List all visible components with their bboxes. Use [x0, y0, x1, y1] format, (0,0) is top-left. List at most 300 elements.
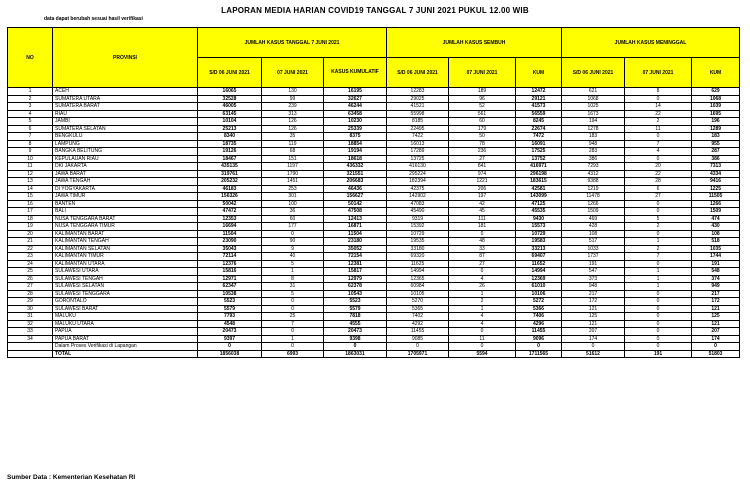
- cell-k-t: 119: [262, 140, 324, 148]
- cell-k-t: 1: [262, 268, 324, 276]
- table-row: [8, 208, 740, 216]
- cell-m-t: 0: [625, 328, 692, 336]
- cell-no: 28: [8, 290, 53, 298]
- cell-m-t: 27: [625, 193, 692, 201]
- cell-s-t: 197: [449, 193, 516, 201]
- cell-s-t: 4: [449, 313, 516, 321]
- cell-prov: SUMATERA UTARA: [53, 95, 198, 103]
- cell-k-t: 1197: [262, 163, 324, 171]
- header-group-meninggal: JUMLAH KASUS MENINGGAL: [562, 28, 740, 58]
- cell-s-kum: 12369: [516, 275, 562, 283]
- cell-s-sd: 13725: [387, 155, 449, 163]
- cell-m-kum: 386: [692, 155, 740, 163]
- cell-k-sd: 63145: [198, 110, 262, 118]
- cell-prov: JAWA TENGAH: [53, 178, 198, 186]
- cell-s-sd: 9319: [387, 215, 449, 223]
- cell-m-kum: 172: [692, 298, 740, 306]
- cell-s-kum: 5272: [516, 298, 562, 306]
- cell-k-kum: 50142: [324, 200, 387, 208]
- table-row: [8, 88, 740, 96]
- cell-m-kum: 9416: [692, 178, 740, 186]
- cell-m-sd: 1266: [562, 200, 625, 208]
- cell-s-t: 561: [449, 110, 516, 118]
- cell-prov: DKI JAKARTA: [53, 163, 198, 171]
- cell-s-kum: 14994: [516, 268, 562, 276]
- cell-k-kum: 10543: [324, 290, 387, 298]
- cell-m-kum: 11505: [692, 193, 740, 201]
- cell-k-t: 60: [262, 215, 324, 223]
- cell-no: 14: [8, 185, 53, 193]
- cell-no: 16: [8, 200, 53, 208]
- cell-prov: NUSA TENGGARA TIMUR: [53, 223, 198, 231]
- cell-k-t: 36: [262, 208, 324, 216]
- table-row: [8, 230, 740, 238]
- cell-k-t: 1: [262, 335, 324, 343]
- cell-m-t: 0: [625, 290, 692, 298]
- cell-prov: JAWA TIMUR: [53, 193, 198, 201]
- cell-m-t: 0: [625, 343, 692, 351]
- cell-m-t: 28: [625, 178, 692, 186]
- table-body: [8, 88, 740, 358]
- cell-m-kum: 430: [692, 223, 740, 231]
- cell-s-kum: 33213: [516, 245, 562, 253]
- cell-s-t: 1: [449, 290, 516, 298]
- header-meninggal-kum: KUM: [692, 58, 740, 88]
- cell-s-kum: 45535: [516, 208, 562, 216]
- cell-s-t: 179: [449, 125, 516, 133]
- cell-s-sd: 33180: [387, 245, 449, 253]
- cell-s-sd: 11455: [387, 328, 449, 336]
- cell-k-kum: 47508: [324, 208, 387, 216]
- cell-s-sd: 16013: [387, 140, 449, 148]
- cell-s-sd: 29025: [387, 95, 449, 103]
- report-title: LAPORAN MEDIA HARIAN COVID19 TANGGAL 7 JUNI 2021 PUKUL 12.00 WIB: [221, 6, 529, 15]
- cell-no: 19: [8, 223, 53, 231]
- cell-k-kum: 16871: [324, 223, 387, 231]
- cell-s-sd: 416130: [387, 163, 449, 171]
- cell-k-kum: 8375: [324, 133, 387, 141]
- cell-k-sd: 46005: [198, 103, 262, 111]
- cell-k-kum: 9398: [324, 335, 387, 343]
- cell-k-kum: 32627: [324, 95, 387, 103]
- cell-m-kum: 7313: [692, 163, 740, 171]
- cell-s-t: 50: [449, 133, 516, 141]
- cell-k-sd: 9397: [198, 335, 262, 343]
- cell-s-kum: 15573: [516, 223, 562, 231]
- cell-k-t: 253: [262, 185, 324, 193]
- cell-k-t: 9: [262, 245, 324, 253]
- table-row: [8, 298, 740, 306]
- cell-m-kum: 374: [692, 275, 740, 283]
- cell-k-sd: 25213: [198, 125, 262, 133]
- cell-m-t: 11: [625, 125, 692, 133]
- cell-s-kum: 22674: [516, 125, 562, 133]
- cell-k-t: 126: [262, 125, 324, 133]
- cell-s-sd: 7422: [387, 133, 449, 141]
- cell-s-sd: 17289: [387, 148, 449, 156]
- cell-m-sd: 948: [562, 283, 625, 291]
- table-row: [8, 283, 740, 291]
- cell-s-sd: 4292: [387, 320, 449, 328]
- cell-no: 4: [8, 110, 53, 118]
- cell-k-t: 40: [262, 253, 324, 261]
- table-row: [8, 163, 740, 171]
- table-row: [8, 335, 740, 343]
- cell-prov: KALIMANTAN BARAT: [53, 230, 198, 238]
- table-row: [8, 155, 740, 163]
- cell-k-sd: 205232: [198, 178, 262, 186]
- table-row: [8, 125, 740, 133]
- cell-k-t: 0: [262, 305, 324, 313]
- cell-k-sd: 62347: [198, 283, 262, 291]
- cell-m-sd: 283: [562, 148, 625, 156]
- table-row: [8, 118, 740, 126]
- header-kasus-today: 07 JUNI 2021: [262, 58, 324, 88]
- table-row: [8, 238, 740, 246]
- cell-s-kum: 9096: [516, 335, 562, 343]
- header-sembuh-kum: KUM: [516, 58, 562, 88]
- cell-s-t: 0: [449, 268, 516, 276]
- cell-k-t: 90: [262, 238, 324, 246]
- cell-s-t: 236: [449, 148, 516, 156]
- data-source: Sumber Data : Kementerian Kesehatan RI: [7, 474, 136, 481]
- cell-s-sd: 10105: [387, 290, 449, 298]
- cell-m-kum: 196: [692, 118, 740, 126]
- cell-s-sd: 5365: [387, 305, 449, 313]
- cell-m-t: 20: [625, 163, 692, 171]
- cell-no: 27: [8, 283, 53, 291]
- header-kasus-kum: KASUS KUMULATIF: [324, 58, 387, 88]
- table-row: [8, 170, 740, 178]
- cell-s-kum: 7472: [516, 133, 562, 141]
- cell-s-sd: 41521: [387, 103, 449, 111]
- cell-k-t: 68: [262, 148, 324, 156]
- cell-s-t: 45: [449, 208, 516, 216]
- cell-k-sd: 156326: [198, 193, 262, 201]
- cell-s-sd: 60984: [387, 283, 449, 291]
- cell-s-sd: 142902: [387, 193, 449, 201]
- cell-k-sd: 35043: [198, 245, 262, 253]
- cell-m-sd: 108: [562, 230, 625, 238]
- cell-s-t: 11: [449, 335, 516, 343]
- cell-m-sd: 1219: [562, 185, 625, 193]
- cell-k-kum: 62378: [324, 283, 387, 291]
- cell-s-t: 60: [449, 118, 516, 126]
- cell-m-sd: 373: [562, 275, 625, 283]
- cell-s-t: 33: [449, 245, 516, 253]
- cell-k-sd: 5579: [198, 305, 262, 313]
- cell-no: 24: [8, 260, 53, 268]
- cell-s-sd: 0: [387, 343, 449, 351]
- cell-s-sd: 22495: [387, 125, 449, 133]
- cell-s-t: 96: [449, 95, 516, 103]
- cell-m-t: 4: [625, 148, 692, 156]
- cell-m-sd: 183: [562, 133, 625, 141]
- cell-k-sd: 0: [198, 343, 262, 351]
- cell-s-sd: 7402: [387, 313, 449, 321]
- cell-total-blank: [8, 350, 53, 358]
- cell-k-t: 7: [262, 320, 324, 328]
- covid-data-table: [7, 27, 740, 358]
- cell-total-s-t: 5594: [449, 350, 516, 358]
- cell-no: 17: [8, 208, 53, 216]
- cell-s-t: 2: [449, 298, 516, 306]
- header-kasus-sd: S/D 06 JUNI 2021: [198, 58, 262, 88]
- cell-m-t: 2: [625, 118, 692, 126]
- cell-prov: SULAWESI UTARA: [53, 268, 198, 276]
- table-row: [8, 328, 740, 336]
- table-row: [8, 268, 740, 276]
- cell-k-sd: 319761: [198, 170, 262, 178]
- cell-m-sd: 1025: [562, 103, 625, 111]
- cell-k-kum: 4555: [324, 320, 387, 328]
- cell-k-t: 177: [262, 223, 324, 231]
- cell-m-sd: 0: [562, 343, 625, 351]
- cell-s-t: 0: [449, 328, 516, 336]
- header-meninggal-today: 07 JUNI 2021: [625, 58, 692, 88]
- cell-m-sd: 194: [562, 118, 625, 126]
- cell-no: 34: [8, 335, 53, 343]
- cell-m-sd: 7293: [562, 163, 625, 171]
- cell-m-sd: 1278: [562, 125, 625, 133]
- cell-k-kum: 10230: [324, 118, 387, 126]
- cell-m-sd: 1509: [562, 208, 625, 216]
- cell-k-t: 0: [262, 343, 324, 351]
- cell-k-t: 301: [262, 193, 324, 201]
- cell-m-kum: 1289: [692, 125, 740, 133]
- cell-no: 25: [8, 268, 53, 276]
- cell-m-sd: 547: [562, 268, 625, 276]
- cell-s-kum: 4296: [516, 320, 562, 328]
- cell-m-sd: 469: [562, 215, 625, 223]
- cell-m-t: 0: [625, 133, 692, 141]
- cell-m-t: 22: [625, 170, 692, 178]
- cell-prov: SULAWESI BARAT: [53, 305, 198, 313]
- cell-k-sd: 16694: [198, 223, 262, 231]
- cell-s-t: 1: [449, 305, 516, 313]
- cell-m-sd: 948: [562, 140, 625, 148]
- table-row: [8, 95, 740, 103]
- cell-prov: SULAWESI TENGAH: [53, 275, 198, 283]
- cell-s-kum: 143099: [516, 193, 562, 201]
- cell-no: 33: [8, 328, 53, 336]
- cell-m-kum: 191: [692, 260, 740, 268]
- cell-prov: BALI: [53, 208, 198, 216]
- cell-s-sd: 11625: [387, 260, 449, 268]
- cell-prov: GORONTALO: [53, 298, 198, 306]
- cell-k-t: 8: [262, 275, 324, 283]
- cell-s-kum: 29121: [516, 95, 562, 103]
- cell-prov: KEPULAUAN RIAU: [53, 155, 198, 163]
- cell-s-t: 42: [449, 200, 516, 208]
- cell-s-sd: 295224: [387, 170, 449, 178]
- cell-s-kum: 5366: [516, 305, 562, 313]
- cell-k-t: 151: [262, 155, 324, 163]
- cell-prov: SULAWESI TENGGARA: [53, 290, 198, 298]
- cell-k-kum: 72154: [324, 253, 387, 261]
- cell-s-t: 111: [449, 215, 516, 223]
- cell-s-kum: 7406: [516, 313, 562, 321]
- cell-s-kum: 17525: [516, 148, 562, 156]
- cell-k-kum: 46244: [324, 103, 387, 111]
- cell-s-t: 48: [449, 238, 516, 246]
- cell-k-kum: 19194: [324, 148, 387, 156]
- cell-s-sd: 15392: [387, 223, 449, 231]
- cell-m-kum: 474: [692, 215, 740, 223]
- header-provinsi: PROVINSI: [53, 28, 198, 88]
- table-row: [8, 110, 740, 118]
- cell-no: 15: [8, 193, 53, 201]
- table-row: [8, 343, 740, 351]
- cell-m-sd: 191: [562, 260, 625, 268]
- cell-m-sd: 428: [562, 223, 625, 231]
- cell-prov: BENGKULU: [53, 133, 198, 141]
- cell-no: 5: [8, 118, 53, 126]
- cell-s-sd: 19535: [387, 238, 449, 246]
- cell-s-kum: 0: [516, 343, 562, 351]
- cell-no: 6: [8, 125, 53, 133]
- cell-k-kum: 0: [324, 343, 387, 351]
- table-row: [8, 133, 740, 141]
- cell-k-sd: 46183: [198, 185, 262, 193]
- cell-k-kum: 12381: [324, 260, 387, 268]
- cell-k-kum: 63458: [324, 110, 387, 118]
- cell-prov: LAMPUNG: [53, 140, 198, 148]
- cell-k-kum: 16195: [324, 88, 387, 96]
- cell-k-sd: 4548: [198, 320, 262, 328]
- cell-s-t: 27: [449, 260, 516, 268]
- cell-m-sd: 1673: [562, 110, 625, 118]
- table-row: [8, 223, 740, 231]
- cell-s-kum: 13752: [516, 155, 562, 163]
- cell-s-sd: 10729: [387, 230, 449, 238]
- cell-s-t: 87: [449, 253, 516, 261]
- cell-s-t: 841: [449, 163, 516, 171]
- table-row: [8, 320, 740, 328]
- cell-m-t: 0: [625, 335, 692, 343]
- cell-s-sd: 8185: [387, 118, 449, 126]
- cell-s-sd: 182394: [387, 178, 449, 186]
- cell-prov: NUSA TENGGARA BARAT: [53, 215, 198, 223]
- cell-m-sd: 1068: [562, 95, 625, 103]
- cell-total-m-kum: 51803: [692, 350, 740, 358]
- cell-k-kum: 18618: [324, 155, 387, 163]
- cell-m-sd: 1737: [562, 253, 625, 261]
- cell-m-sd: 386: [562, 155, 625, 163]
- cell-k-sd: 12376: [198, 260, 262, 268]
- cell-no: 29: [8, 298, 53, 306]
- cell-s-kum: 42581: [516, 185, 562, 193]
- cell-k-t: 1790: [262, 170, 324, 178]
- cell-s-t: 0: [449, 343, 516, 351]
- cell-prov: JAMBI: [53, 118, 198, 126]
- cell-s-kum: 41573: [516, 103, 562, 111]
- cell-k-kum: 206683: [324, 178, 387, 186]
- cell-s-sd: 12283: [387, 88, 449, 96]
- table-row: [8, 245, 740, 253]
- cell-k-t: 126: [262, 118, 324, 126]
- cell-k-t: 25: [262, 313, 324, 321]
- cell-m-t: 0: [625, 208, 692, 216]
- table-row: [8, 260, 740, 268]
- cell-m-t: 7: [625, 140, 692, 148]
- cell-m-sd: 217: [562, 290, 625, 298]
- cell-m-kum: 949: [692, 283, 740, 291]
- cell-k-t: 0: [262, 328, 324, 336]
- cell-total-k-kum: 1863031: [324, 350, 387, 358]
- cell-m-t: 6: [625, 185, 692, 193]
- cell-m-sd: 121: [562, 320, 625, 328]
- cell-m-sd: 621: [562, 88, 625, 96]
- cell-m-kum: 108: [692, 230, 740, 238]
- cell-prov: SUMATERA SELATAN: [53, 125, 198, 133]
- cell-m-t: 2: [625, 245, 692, 253]
- table-row: [8, 148, 740, 156]
- cell-k-kum: 12413: [324, 215, 387, 223]
- cell-m-sd: 4312: [562, 170, 625, 178]
- cell-prov: DI YOGYAKARTA: [53, 185, 198, 193]
- cell-m-kum: 174: [692, 335, 740, 343]
- table-row: [8, 275, 740, 283]
- cell-k-kum: 35052: [324, 245, 387, 253]
- header-meninggal-sd: S/D 06 JUNI 2021: [562, 58, 625, 88]
- cell-total-m-sd: 51612: [562, 350, 625, 358]
- cell-m-t: 0: [625, 95, 692, 103]
- cell-k-sd: 18735: [198, 140, 262, 148]
- cell-k-t: 5: [262, 260, 324, 268]
- cell-k-sd: 5523: [198, 298, 262, 306]
- header-sembuh-today: 07 JUNI 2021: [449, 58, 516, 88]
- cell-m-t: 22: [625, 110, 692, 118]
- cell-k-sd: 19126: [198, 148, 262, 156]
- cell-k-t: 31: [262, 283, 324, 291]
- cell-m-sd: 517: [562, 238, 625, 246]
- cell-total-s-kum: 1711565: [516, 350, 562, 358]
- cell-s-sd: 12365: [387, 275, 449, 283]
- cell-m-t: 1: [625, 238, 692, 246]
- cell-prov: PAPUA: [53, 328, 198, 336]
- cell-s-sd: 42375: [387, 185, 449, 193]
- cell-m-t: 5: [625, 215, 692, 223]
- cell-k-t: 0: [262, 230, 324, 238]
- cell-prov: SUMATERA BARAT: [53, 103, 198, 111]
- cell-prov: MALUKU UTARA: [53, 320, 198, 328]
- cell-no: 11: [8, 163, 53, 171]
- cell-s-kum: 11652: [516, 260, 562, 268]
- cell-m-sd: 174: [562, 335, 625, 343]
- cell-k-kum: 7818: [324, 313, 387, 321]
- table-row: [8, 140, 740, 148]
- cell-prov: BANGKA BELITUNG: [53, 148, 198, 156]
- cell-k-kum: 5523: [324, 298, 387, 306]
- cell-m-sd: 11478: [562, 193, 625, 201]
- table-row: [8, 200, 740, 208]
- cell-k-kum: 11504: [324, 230, 387, 238]
- cell-k-sd: 12971: [198, 275, 262, 283]
- cell-s-kum: 10106: [516, 290, 562, 298]
- cell-s-kum: 47125: [516, 200, 562, 208]
- cell-prov: MALUKU: [53, 313, 198, 321]
- cell-total-k-t: 6993: [262, 350, 324, 358]
- cell-s-sd: 45490: [387, 208, 449, 216]
- cell-prov: KALIMANTAN TENGAH: [53, 238, 198, 246]
- cell-m-kum: 1695: [692, 110, 740, 118]
- cell-m-t: 0: [625, 298, 692, 306]
- cell-m-kum: 121: [692, 320, 740, 328]
- cell-m-kum: 1039: [692, 103, 740, 111]
- cell-m-t: 0: [625, 260, 692, 268]
- cell-k-kum: 15817: [324, 268, 387, 276]
